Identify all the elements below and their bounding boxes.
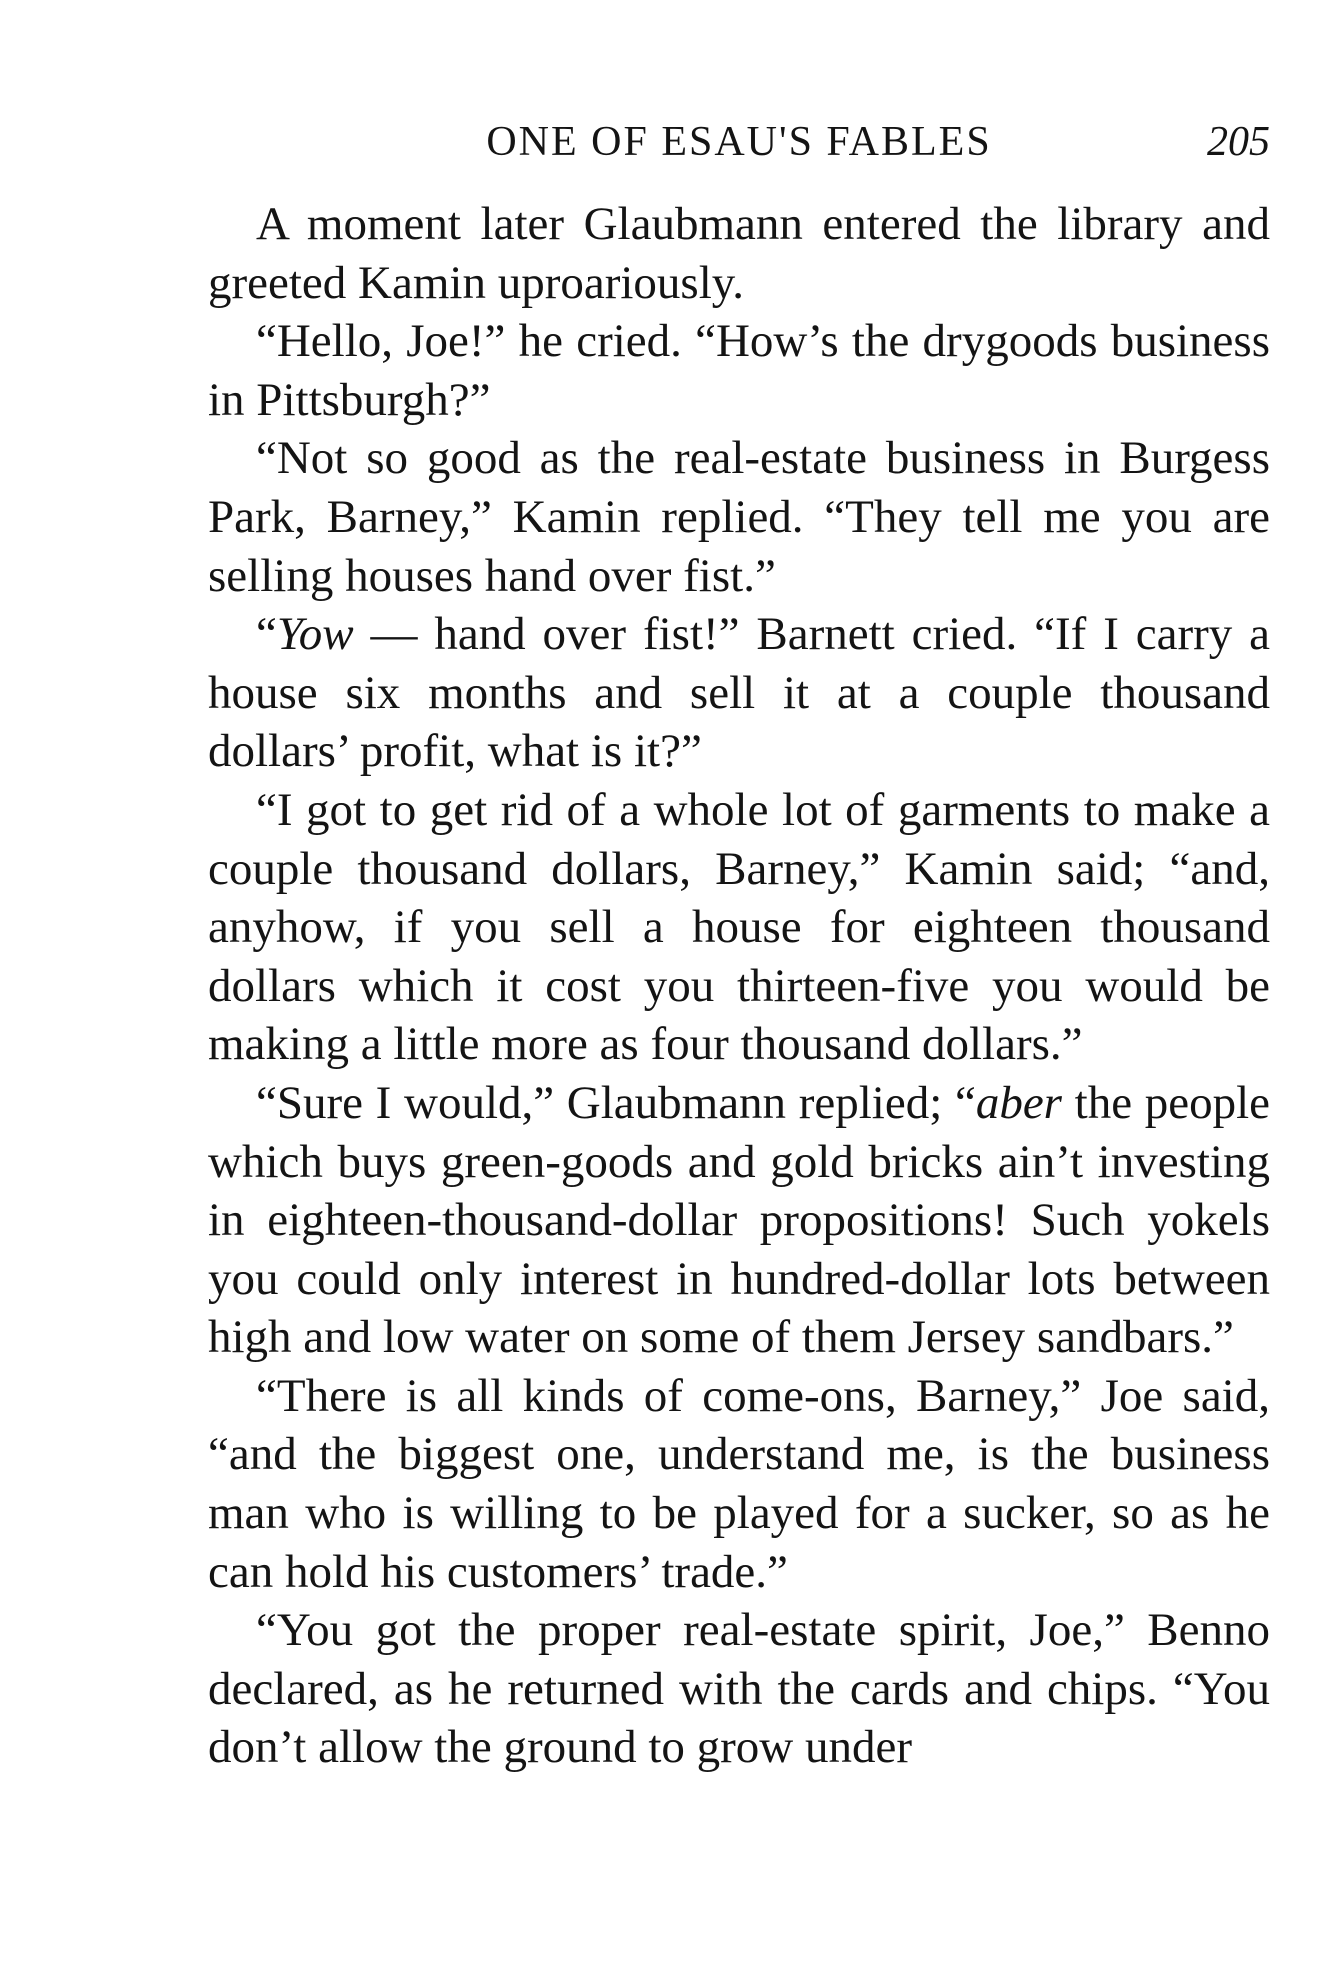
body-text bbox=[208, 195, 1270, 1777]
paragraph bbox=[208, 429, 1270, 605]
paragraph bbox=[208, 312, 1270, 429]
italic-text: Yow bbox=[276, 608, 354, 661]
running-head bbox=[208, 112, 1270, 172]
paragraph bbox=[208, 781, 1270, 1074]
text-run: “I got to get rid of a whole lot of garments to make a couple thousand dollars, Barney,” Kamin said; “and, anyhow, if you sell a house for eighteen thousand dollars which it cost you thirteen-five you would be making a little more as four thousand dollars.” bbox=[208, 783, 1270, 1071]
paragraph bbox=[208, 605, 1270, 781]
paragraph bbox=[208, 1367, 1270, 1601]
paragraph bbox=[208, 195, 1270, 312]
text-run: “Hello, Joe!” he cried. “How’s the drygoods business in Pittsburgh?” bbox=[208, 315, 1270, 426]
page-number: 205 bbox=[1207, 119, 1270, 165]
text-run: “Not so good as the real-estate business in Burgess Park, Barney,” Kamin replied. “They tell me you are selling houses hand over fist.” bbox=[208, 432, 1270, 602]
text-run: A moment later Glaubmann entered the library and greeted Kamin uproariously. bbox=[208, 198, 1270, 309]
text-run: “There is all kinds of come-ons, Barney,” Joe said, “and the biggest one, understand me, is the business man who is willing to be played for a sucker, so as he can hold his customers’ trade.” bbox=[208, 1369, 1270, 1598]
text-run: “ bbox=[256, 608, 277, 661]
text-run: “You got the proper real-estate spirit, Joe,” Benno declared, as he returned with the cards and chips. “You don’t allow the ground to grow under bbox=[208, 1604, 1270, 1774]
paragraph bbox=[208, 1074, 1270, 1367]
text-run: — hand over fist!” Barnett cried. “If I carry a house six months and sell it at a couple thousand dollars’ profit, what is it?” bbox=[208, 608, 1270, 778]
running-title: ONE OF ESAU'S FABLES bbox=[486, 119, 992, 165]
paragraph bbox=[208, 1601, 1270, 1777]
text-run: “Sure I would,” Glaubmann replied; “ bbox=[256, 1076, 976, 1129]
text-run: the people which buys green-goods and gold bricks ain’t investing in eighteen-thousand-dollar propositions! Such yokels you could only interest in hundred-dollar lots between high and low water on some of them Jersey sandbars.” bbox=[208, 1076, 1271, 1364]
italic-text: aber bbox=[975, 1076, 1062, 1129]
